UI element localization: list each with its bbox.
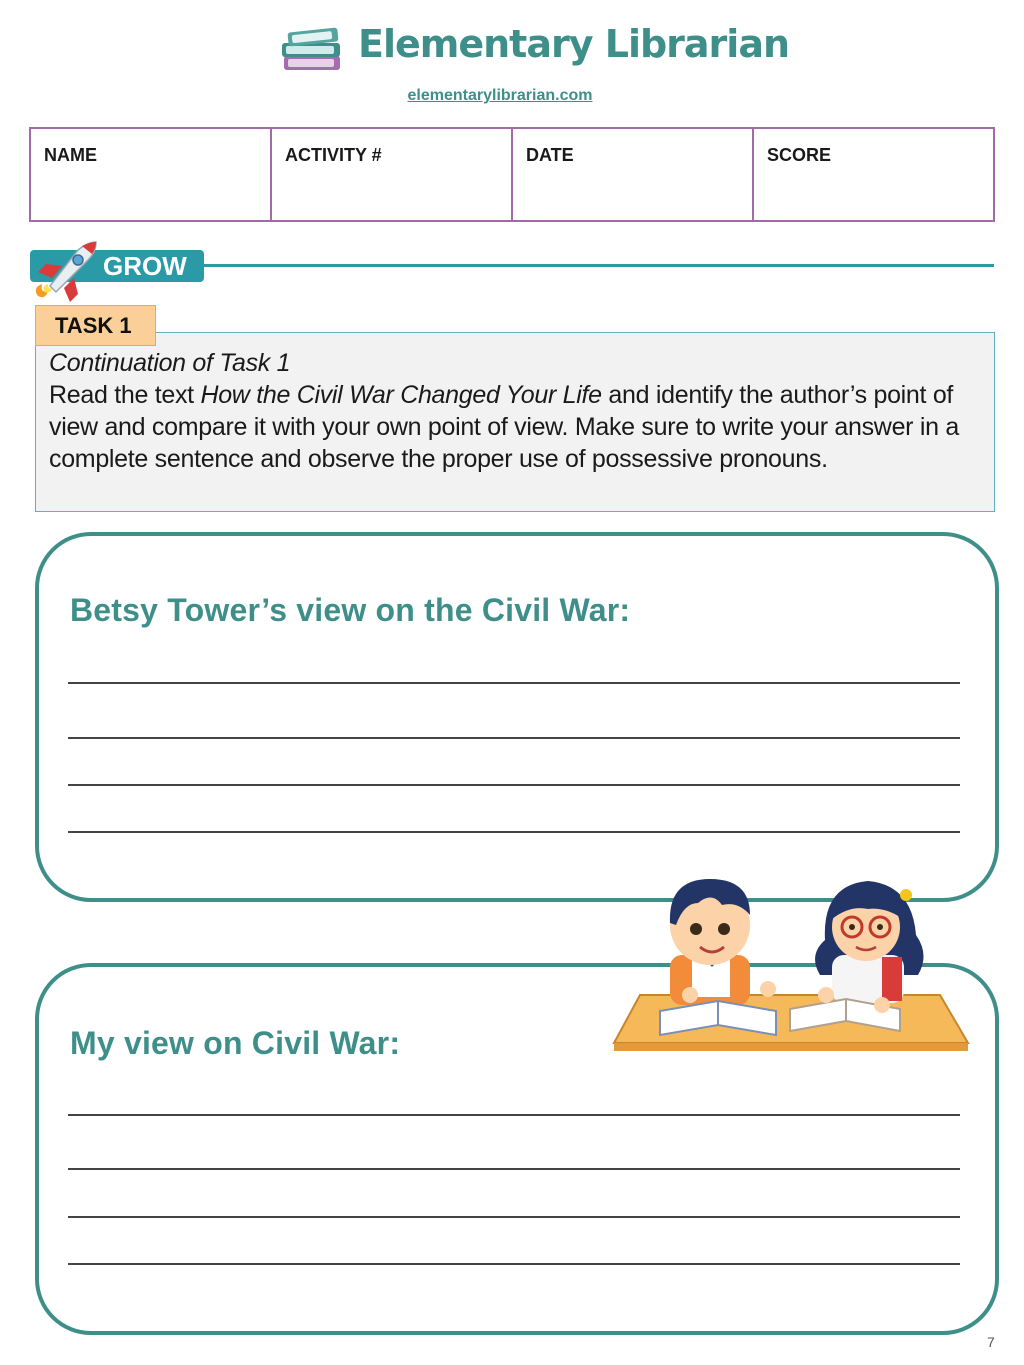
rocket-icon (30, 238, 102, 304)
task-body (49, 379, 989, 475)
score-field[interactable] (754, 129, 993, 220)
writing-line[interactable] (68, 1263, 960, 1265)
writing-line[interactable] (68, 1114, 960, 1116)
writing-line[interactable] (68, 1168, 960, 1170)
writing-line[interactable] (68, 682, 960, 684)
answer-card-own-title: My view on Civil War: (70, 1025, 401, 1061)
score-label: SCORE (767, 145, 832, 165)
task-text-after: and identify the author’s point of view and compare it with your own point of view. Make sure to write your answer in a complete sentence and observe the proper use of possessive pronouns. (49, 381, 959, 473)
answer-card-author-title: Betsy Tower’s view on the Civil War: (70, 592, 631, 628)
writing-line[interactable] (68, 784, 960, 786)
logo-text: Elementary Librarian (358, 22, 790, 66)
grow-label: GROW (103, 251, 187, 281)
activity-field[interactable] (272, 129, 513, 220)
info-table (29, 127, 995, 222)
writing-line[interactable] (68, 1216, 960, 1218)
books-stack-icon (280, 26, 346, 76)
name-label: NAME (44, 145, 97, 165)
grow-divider (190, 264, 994, 267)
site-url-link[interactable]: elementarylibrarian.com (407, 87, 593, 104)
page-number: 7 (987, 1334, 995, 1350)
logo (280, 22, 790, 80)
two-kids-studying-illustration (600, 845, 985, 1070)
activity-label: ACTIVITY # (285, 145, 382, 165)
task-label: TASK 1 (55, 313, 132, 338)
task-instructions (49, 347, 989, 475)
writing-line[interactable] (68, 737, 960, 739)
task-subtitle: Continuation of Task 1 (49, 349, 291, 377)
name-field[interactable] (31, 129, 272, 220)
task-text-before: Read the text (49, 381, 201, 409)
date-label: DATE (526, 145, 574, 165)
task-text-title: How the Civil War Changed Your Life (200, 381, 602, 409)
writing-line[interactable] (68, 831, 960, 833)
date-field[interactable] (513, 129, 754, 220)
